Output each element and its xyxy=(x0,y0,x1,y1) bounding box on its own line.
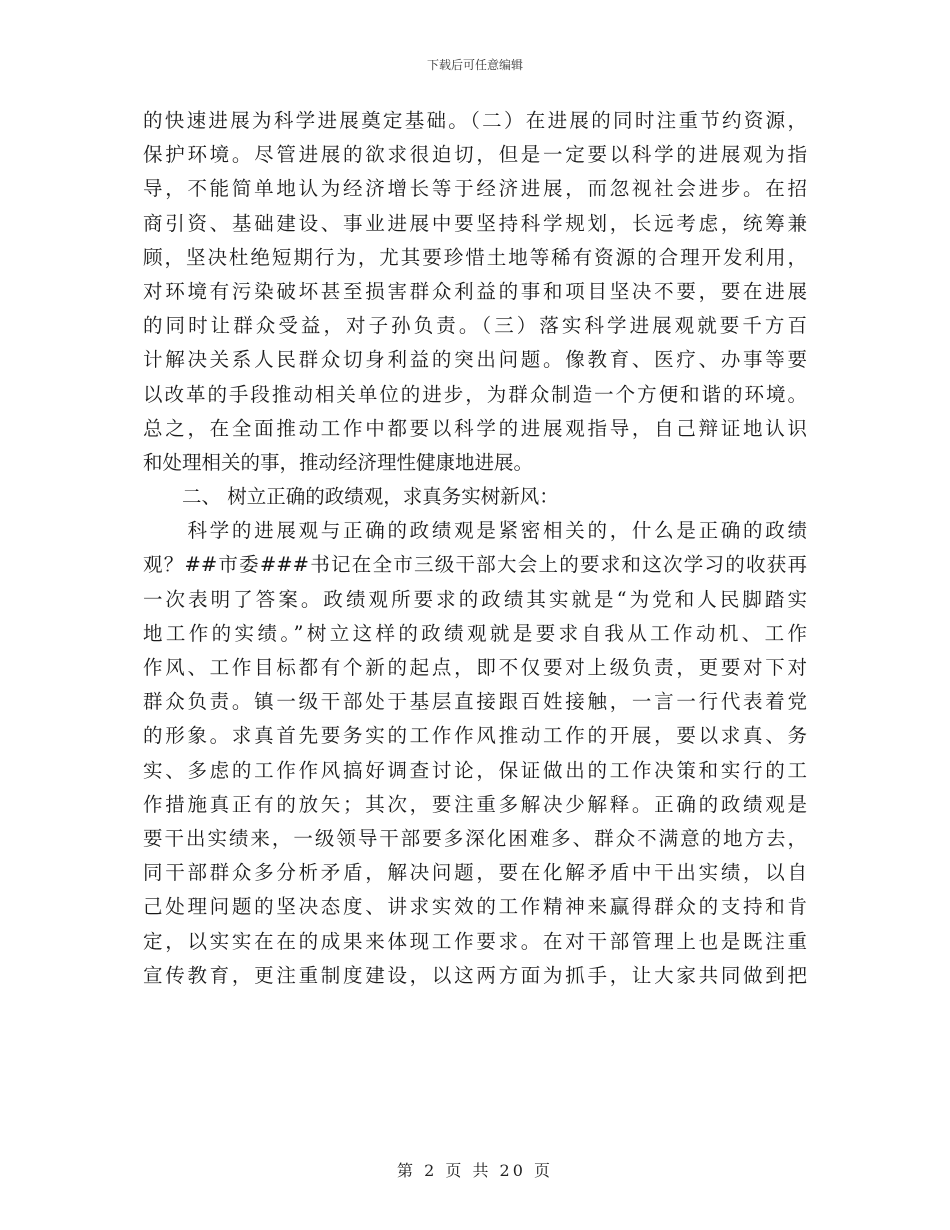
body-text-line: 计解决关系人民群众切身利益的突出问题。像教育、医疗、办事等要 xyxy=(143,348,807,372)
section-heading: 二、 树立正确的政绩观，求真务实树新风： xyxy=(143,485,559,509)
body-text-line: 作措施真正有的放矢；其次，要注重多解决少解释。正确的政绩观是 xyxy=(143,792,807,816)
body-text-line: 和处理相关的事，推动经济理性健康地进展。 xyxy=(143,450,534,474)
body-text-line: 保护环境。尽管进展的欲求很迫切，但是一定要以科学的进展观为指 xyxy=(143,143,807,167)
body-text-line: 实、多虑的工作作风搞好调查讨论，保证做出的工作决策和实行的工 xyxy=(143,758,807,782)
body-text-line: 以改革的手段推动相关单位的进步，为群众制造一个方便和谐的环境。 xyxy=(143,382,807,406)
document-body xyxy=(143,104,807,993)
body-text-line: 导，不能简单地认为经济增长等于经济进展，而忽视社会进步。在招 xyxy=(143,177,807,201)
body-text-line: 地工作的实绩。”树立这样的政绩观就是要求自我从工作动机、工作 xyxy=(143,621,807,645)
page-header: 下载后可任意编辑 xyxy=(426,58,523,72)
body-text-line: 顾，坚决杜绝短期行为，尤其要珍惜土地等稀有资源的合理开发利用， xyxy=(143,245,807,269)
body-text-line: 商引资、基础建设、事业进展中要坚持科学规划，长远考虑，统筹兼 xyxy=(143,211,807,235)
body-text-line: 观？##市委###书记在全市三级干部大会上的要求和这次学习的收获再 xyxy=(143,553,807,577)
body-text-line: 一次表明了答案。政绩观所要求的政绩其实就是“为党和人民脚踏实 xyxy=(143,587,807,611)
body-text-line: 对环境有污染破坏甚至损害群众利益的事和项目坚决不要，要在进展 xyxy=(143,279,807,303)
body-text-line: 同干部群众多分析矛盾，解决问题，要在化解矛盾中干出实绩，以自 xyxy=(143,861,807,885)
body-text-line: 的同时让群众受益，对子孙负责。（三）落实科学进展观就要千方百 xyxy=(143,314,807,338)
body-text-line: 的形象。求真首先要务实的工作作风推动工作的开展，要以求真、务 xyxy=(143,724,807,748)
body-text-line: 己处理问题的坚决态度、讲求实效的工作精神来赢得群众的支持和肯 xyxy=(143,895,807,919)
body-text-line: 的快速进展为科学进展奠定基础。（二）在进展的同时注重节约资源， xyxy=(143,109,807,132)
body-text-line: 宣传教育，更注重制度建设，以这两方面为抓手，让大家共同做到把 xyxy=(143,963,807,987)
body-text-line: 总之，在全面推动工作中都要以科学的进展观指导，自己辩证地认识 xyxy=(143,416,807,440)
body-text-line: 作风、工作目标都有个新的起点，即不仅要对上级负责，更要对下对 xyxy=(143,656,807,679)
body-text-line: 群众负责。镇一级干部处于基层直接跟百姓接触，一言一行代表着党 xyxy=(143,690,807,714)
body-text-line: 要干出实绩来，一级领导干部要多深化困难多、群众不满意的地方去， xyxy=(143,826,807,850)
body-text-line: 定，以实实在在的成果来体现工作要求。在对干部管理上也是既注重 xyxy=(143,929,807,953)
page-footer: 第 2 页 共 20 页 xyxy=(397,1161,553,1180)
body-text-line: 科学的进展观与正确的政绩观是紧密相关的，什么是正确的政绩 xyxy=(143,519,807,543)
